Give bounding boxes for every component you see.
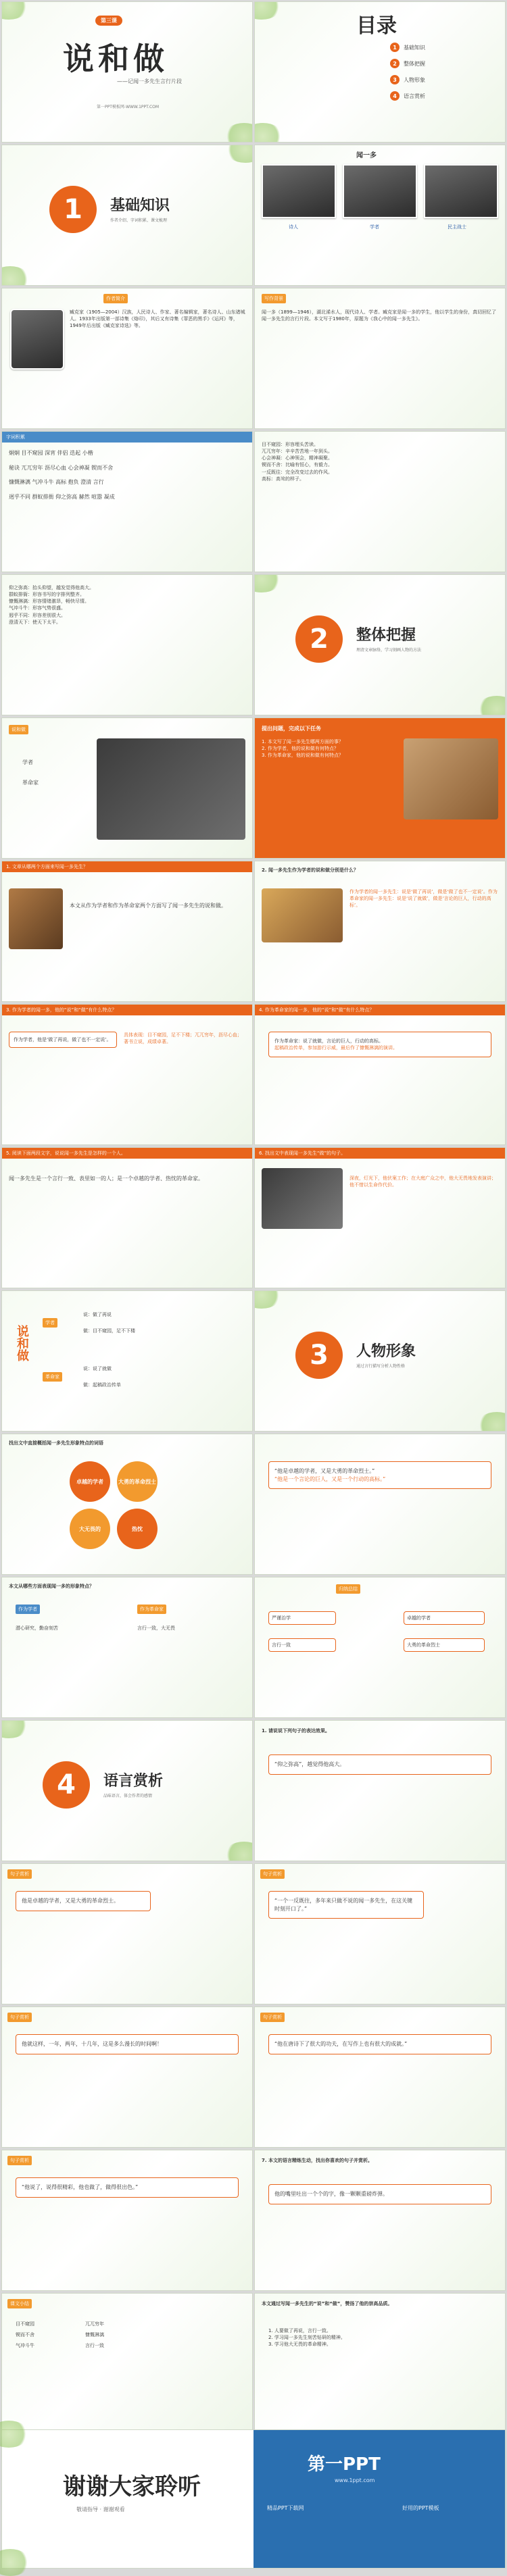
toc-item[interactable] <box>390 43 491 52</box>
author-photo <box>10 309 64 370</box>
branch: 学者 <box>22 759 33 765</box>
review-word: 气冲斗牛 <box>16 2343 34 2349</box>
trait-bubble: 大勇的革命烈士 <box>117 1461 158 1502</box>
conclusion-line: 3. 学习他大无畏的革命精神。 <box>268 2342 331 2348</box>
explain-line: 迥乎不同：形容差别很大。 <box>9 612 66 618</box>
sentence-tag: 句子赏析 <box>7 2156 32 2165</box>
q1-answer: 本文从作为学者和作为革命家两个方面写了闻一多先生的说和做。 <box>70 903 226 909</box>
caption: 民主战士 <box>448 224 466 230</box>
ad-left-title: 精品PPT下载网 <box>267 2505 304 2511</box>
section-title: 人物形象 <box>356 1342 416 1360</box>
vocab-list <box>9 449 245 501</box>
section-4-slide <box>1 1720 253 1861</box>
aspect-note: 言行一致，大无畏 <box>137 1625 175 1631</box>
toc-label: 人物形象 <box>404 76 425 83</box>
trait-bubble: 大无畏的 <box>70 1509 110 1549</box>
appreciate-question: 1. 请说说下列句子的表达效果。 <box>262 1728 330 1734</box>
vocab-explain-slide <box>254 431 506 572</box>
background-slide <box>254 288 506 429</box>
mindmap-leaf: 做：目不窥园，足不下楼 <box>83 1328 135 1334</box>
q3-left: 作为学者，他是‘做了再说，做了也不一定说’。 <box>9 1032 117 1048</box>
conclusion-list <box>268 2327 491 2348</box>
section-2-slide <box>254 574 506 715</box>
sentence-tag: 句子赏析 <box>7 1869 32 1879</box>
task-item: 2. 作为学者，他的说和做有何特点？ <box>262 746 339 752</box>
vocab-row: 慷慨淋漓 气冲斗牛 高标 抱负 澄清 言行 <box>9 479 104 486</box>
explain-line: 心会神凝：心神领会，精神凝聚。 <box>262 455 333 461</box>
background-text: 闻一多（1899—1946），湖北浠水人，现代诗人、学者。臧克家是闻一多的学生，他以学生的身份，真切回忆了闻一多先生的言行片段。本文写于1980年，原题为《我心中的闻一多先生》。 <box>262 309 497 322</box>
sentence-5-slide <box>1 2150 253 2291</box>
vocab-heading: 字词积累 <box>2 432 252 443</box>
toc-number: 3 <box>390 75 400 84</box>
q1-slide <box>1 861 253 1002</box>
sentence-tag: 句子赏析 <box>7 2013 32 2022</box>
subtitle: ——记闻一多先生言行片段 <box>117 78 182 84</box>
sentence-question: 7. 本文的语言精练生动，找出你喜欢的句子并赏析。 <box>262 2158 372 2163</box>
q1-bar: 1. 文章从哪两个方面来写闻一多先生？ <box>2 861 252 872</box>
q4-text <box>268 1032 491 1057</box>
section-title: 整体把握 <box>356 626 416 644</box>
caption: 学者 <box>370 224 379 230</box>
explain-line: 目不窥园：形容埋头苦读。 <box>262 442 318 447</box>
task-list <box>262 738 397 759</box>
explain-line: 群蚁排衙：形容书写的字排列整齐。 <box>9 592 84 598</box>
q4-line: 起稿政治传单，参加游行示威，最后作了慷慨淋漓的演讲。 <box>274 1045 397 1051</box>
structure-image <box>97 738 245 840</box>
explain-line: 澄清天下：使天下太平。 <box>9 619 61 625</box>
task-title: 提出问题，完成以下任务 <box>262 726 321 732</box>
task-item: 3. 作为革命家，他的说和做有何特点？ <box>262 753 343 759</box>
sentence-4-slide <box>254 2006 506 2148</box>
structure-tag: 说和做 <box>9 725 28 734</box>
conclusion-title: 本文通过写闻一多先生的“说”和“做”，赞扬了他的崇高品质。 <box>262 2301 393 2306</box>
lesson-badge: 第三课 <box>95 16 122 26</box>
ending-band <box>1 2429 506 2569</box>
q5-text: 闻一多先生是一个言行一致、表里如一的人；是一个卓越的学者、热忱的革命家。 <box>9 1176 203 1182</box>
toc-number: 1 <box>390 43 400 52</box>
toc-number: 2 <box>390 59 400 68</box>
q5-bar: 5. 阅读下面两段文字，说说闻一多先生是怎样的一个人。 <box>2 1148 252 1159</box>
explain-line: 锲而不舍：比喻有恒心，有毅力。 <box>262 462 333 468</box>
main-title: 说和做 <box>63 41 168 77</box>
toc-number: 4 <box>390 91 400 101</box>
task-item: 1. 本文写了闻一多先生哪两方面的事？ <box>262 739 343 744</box>
q5-slide <box>1 1147 253 1288</box>
aspects-slide <box>1 1577 253 1718</box>
q6-image <box>262 1168 343 1229</box>
mindmap-leaf: 做：起稿政治传单 <box>83 1382 121 1388</box>
q3-slide <box>1 1004 253 1145</box>
review-word: 慷慨淋漓 <box>85 2332 104 2338</box>
mindmap-title: 说和做 <box>15 1325 29 1361</box>
sentence-2-slide <box>254 1863 506 2004</box>
toc-list <box>390 43 491 101</box>
aspect-right: 作为革命家 <box>137 1605 166 1614</box>
traits-slide <box>1 1434 253 1575</box>
aspect-left: 作为学者 <box>16 1605 40 1614</box>
sentence-text: 他是卓越的学者，又是大勇的革命烈士。 <box>16 1891 151 1911</box>
appreciate-text: “仰之弥高”，越觉得他高大。 <box>268 1754 491 1775</box>
explain-list <box>9 584 245 626</box>
conclusion-line: 1. 人要做了再说，言行一致。 <box>268 2328 331 2333</box>
toc-slide <box>254 1 506 143</box>
background-tag: 写作背景 <box>262 294 286 303</box>
review-word: 兀兀穷年 <box>85 2321 104 2327</box>
mindmap-leaf: 说：说了就做 <box>83 1366 112 1371</box>
author-text: 臧克家（1905—2004）汉族，人民诗人、作家、著名编辑家，著名诗人、山东诸城人。1933年出版第一部诗集《烙印》，其后又有诗集《罪恶的黑手》《运河》等，1949年后出版《臧克家诗选》等。 <box>70 309 245 329</box>
explain-line: 仰之弥高：抬头仰望，越发觉得他高大。 <box>9 585 94 590</box>
explain-list <box>262 441 498 482</box>
explain-line: 气冲斗牛：形容气势很盛。 <box>9 605 66 611</box>
mindmap-slide <box>1 1290 253 1432</box>
sentence-1-slide <box>1 1863 253 2004</box>
portrait-photo <box>424 164 498 218</box>
q2-question: 2. 闻一多先生作为学者的说和做分别是什么？ <box>262 867 358 873</box>
vocab-row: 秘诀 兀兀穷年 沥尽心血 心会神凝 锲而不舍 <box>9 464 114 471</box>
q4-bar: 4. 作为革命家的闻一多，他的“说”和“做”有什么特点？ <box>255 1005 505 1015</box>
ad-right-title: 好用的PPT模板 <box>402 2505 439 2511</box>
toc-title: 目录 <box>356 14 397 38</box>
section-number: 4 <box>43 1761 90 1809</box>
vocab-row: 迥乎不同 群蚁排衙 仰之弥高 赫然 喧嚣 凝成 <box>9 493 115 500</box>
q2-answer: 作为学者的闻一多先生：说是‘做了再说’，做是‘做了也不一定说’。作为革命家的闻一多先生：说是‘说了就做’，做是‘言论的巨人，行动的高标’。 <box>349 889 498 909</box>
sentence-text: 他就这样，一年，两年，十几年，这是多么漫长的时间啊！ <box>16 2034 239 2054</box>
title-slide <box>1 1 253 143</box>
explain-line: 一反既往：完全改变过去的作风。 <box>262 469 333 475</box>
quote-box <box>268 1461 491 1489</box>
footer-text: 第一PPT模板网-WWW.1PPT.COM <box>97 105 160 109</box>
sentence-tag: 句子赏析 <box>260 2013 285 2022</box>
sentence-text: “他说了，说得很精彩，他也做了，做得很出色。” <box>16 2177 239 2198</box>
section-3-slide <box>254 1290 506 1432</box>
section-1-slide <box>1 145 253 286</box>
book-image <box>404 738 498 819</box>
conclusion-line: 2. 学习闻一多先生刻苦钻研的精神。 <box>268 2335 345 2341</box>
sentence-text: “一个一反既往，多年来只做不说的闻一多先生，在这关键时刻开口了。” <box>268 1891 424 1919</box>
section-subtitle: 品味语言，体会作者的感情 <box>103 1794 153 1798</box>
q4-slide <box>254 1004 506 1145</box>
review-slide <box>1 2293 253 2434</box>
toc-label: 基础知识 <box>404 44 425 51</box>
mindmap-branch: 学者 <box>43 1318 57 1328</box>
toc-item[interactable] <box>390 59 491 68</box>
q2-image <box>262 888 343 942</box>
review-grid <box>16 2321 151 2349</box>
section-title: 基础知识 <box>110 197 170 214</box>
sentence-text: 他的嘴里吐出一个个的字，像一颗颗重磅炸弹。 <box>268 2184 491 2204</box>
section-number: 1 <box>49 186 97 233</box>
portrait-heading: 闻一多 <box>356 152 377 159</box>
aspects-heading: 本文从哪些方面表现闻一多的形象特点？ <box>9 1584 94 1589</box>
summary-item: 大勇的革命烈士 <box>404 1638 485 1652</box>
quote-line: “他是一个言论的巨人，又是一个行动的高标。” <box>274 1475 386 1482</box>
summary-item: 卓越的学者 <box>404 1611 485 1625</box>
ad-panel <box>254 2430 505 2568</box>
toc-label: 语言赏析 <box>404 93 425 99</box>
section-title: 语言赏析 <box>103 1772 164 1790</box>
appreciate-slide <box>254 1720 506 1861</box>
toc-label: 整体把握 <box>404 60 425 67</box>
review-word: 锲而不舍 <box>16 2332 34 2338</box>
author-slide <box>1 288 253 429</box>
section-number: 2 <box>295 615 343 663</box>
portrait-photo <box>343 164 417 218</box>
sentence-text: “他在唐诗下了很大的功夫，在写作上也有很大的成就。” <box>268 2034 491 2054</box>
q6-bar: 6. 找出文中表现闻一多先生“做”的句子。 <box>255 1148 505 1159</box>
section-number: 3 <box>295 1332 343 1379</box>
summary-slide <box>254 1577 506 1718</box>
q6-text: 深夜，灯光下，他伏案工作；在大庭广众之中，他大无畏地发表演讲；他不惜以生命作代价。 <box>349 1176 496 1188</box>
trait-bubble: 卓越的学者 <box>70 1461 110 1502</box>
toc-item[interactable] <box>390 91 491 101</box>
summary-title: 归纳总结 <box>336 1584 360 1594</box>
portrait-photo <box>262 164 336 218</box>
branch: 革命家 <box>22 780 39 786</box>
toc-item[interactable] <box>390 75 491 84</box>
portrait-slide <box>254 145 506 286</box>
vocab-slide <box>1 431 253 572</box>
q6-slide <box>254 1147 506 1288</box>
summary-item: 严谨治学 <box>268 1611 336 1625</box>
summary-item: 言行一致 <box>268 1638 336 1652</box>
review-word: 目不窥园 <box>16 2321 34 2327</box>
q4-line: 作为革命家：说了就做，言论的巨人，行动的高标。 <box>274 1038 383 1044</box>
section-subtitle: 通过言行描写分析人物性格 <box>356 1364 406 1369</box>
q3-bar: 3. 作为学者的闻一多，他的“说”和“做”有什么特点？ <box>2 1005 252 1015</box>
sentence-tag: 句子赏析 <box>260 1869 285 1879</box>
review-tag: 课文小结 <box>7 2299 32 2308</box>
thanks-title: 谢谢大家聆听 <box>63 2473 201 2500</box>
mindmap-branch: 革命家 <box>43 1372 62 1382</box>
brand-logo: 第一PPT <box>308 2454 381 2475</box>
structure-slide <box>1 717 253 859</box>
author-tag: 作者简介 <box>103 294 128 303</box>
sentence-3-slide <box>1 2006 253 2148</box>
traits-heading: 找出文中直接概括闻一多先生形象特点的词语 <box>9 1440 103 1446</box>
q1-image <box>9 888 63 949</box>
explain-line: 兀兀穷年：辛辛苦苦地一年到头。 <box>262 449 333 455</box>
q2-slide <box>254 861 506 1002</box>
section-subtitle: 作者介绍、字词积累、课文梳理 <box>110 218 168 223</box>
conclusion-slide <box>254 2293 506 2434</box>
thanks-subtitle: 敬请指导 · 谢谢观看 <box>76 2506 125 2512</box>
quotes-slide <box>254 1434 506 1575</box>
mindmap-leaf: 说：做了再说 <box>83 1312 112 1317</box>
trait-bubble: 热忱 <box>117 1509 158 1549</box>
brand-url[interactable]: www.1ppt.com <box>335 2477 375 2483</box>
review-word: 言行一致 <box>85 2343 104 2349</box>
section-subtitle: 理清文章脉络，学习刻画人物的方法 <box>356 648 422 653</box>
vocab-row: 炯炯 目不窥园 深宵 伴侣 迭起 小楷 <box>9 450 93 456</box>
quote-line: “他是卓越的学者，又是大勇的革命烈士。” <box>274 1468 375 1474</box>
vocab-explain-2-slide <box>1 574 253 715</box>
caption: 诗人 <box>289 224 298 230</box>
explain-line: 高标：高耸的样子。 <box>262 476 304 482</box>
task-slide <box>254 717 506 859</box>
explain-line: 慷慨淋漓：形容情绪激昂，畅快尽情。 <box>9 599 89 605</box>
q3-right: 具体表现：目不窥园，足不下楼；兀兀穷年，沥尽心血；著书立说，成绩卓著。 <box>124 1032 242 1045</box>
sentence-6-slide <box>254 2150 506 2291</box>
aspect-note: 潜心研究，勤奋刻苦 <box>16 1625 58 1631</box>
